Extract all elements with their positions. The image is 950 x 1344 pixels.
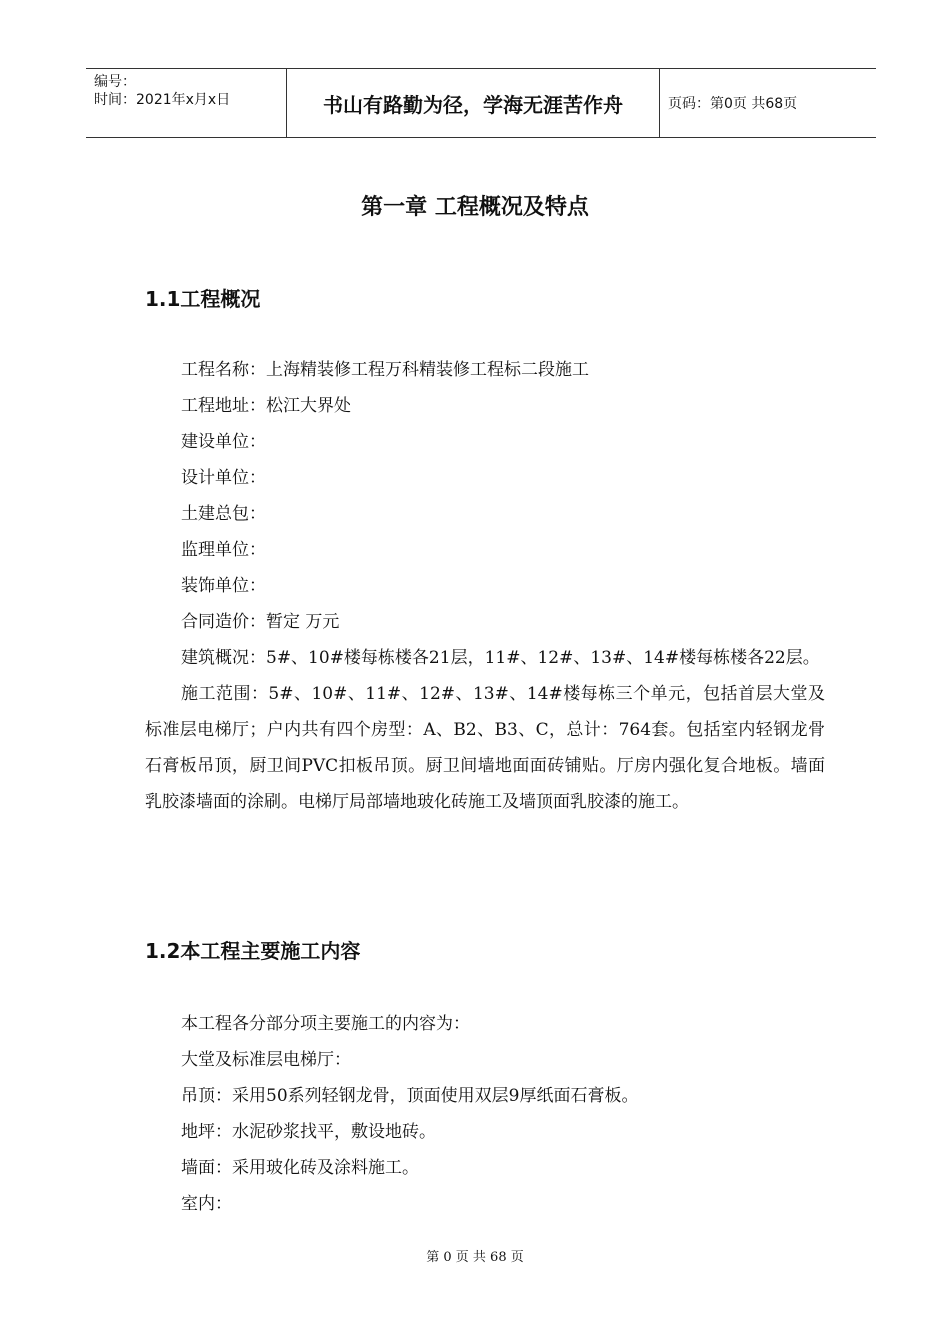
design-unit: 设计单位： xyxy=(181,468,266,488)
page-header xyxy=(86,68,876,138)
header-meta xyxy=(86,69,287,137)
building-overview: 建筑概况：5#、10#楼每栋楼各21层，11#、12#、13#、14#楼每栋楼各22层。 xyxy=(181,648,820,668)
floor-item: 地坪：水泥砂浆找平，敷设地砖。 xyxy=(181,1122,436,1142)
section-title-1-2: 1.2本工程主要施工内容 xyxy=(145,939,361,963)
header-motto: 书山有路勤为径，学海无涯苦作舟 xyxy=(287,69,660,137)
header-page-info: 页码：第0页 共68页 xyxy=(668,96,798,112)
header-number-label: 编号： xyxy=(94,74,136,90)
project-name: 工程名称：上海精装修工程万科精装修工程标二段施工 xyxy=(181,360,589,380)
client-unit: 建设单位： xyxy=(181,432,266,452)
construction-scope: 施工范围：5#、10#、11#、12#、13#、14#楼每栋三个单元，包括首层大堂及标准层电梯厅；户内共有四个房型：A、B2、B3、C，总计：764套。包括室内轻钢龙骨石膏板吊顶，厨卫间PVC扣板吊顶。厨卫间墙地面面砖铺贴。厅房内强化复合地板。墙面乳胶漆墙面的涂刷。电梯厅局部墙地玻化砖施工及墙顶面乳胶漆的施工。 xyxy=(145,684,825,812)
chapter-title: 第一章 工程概况及特点 xyxy=(361,195,589,220)
ceiling-item: 吊顶：采用50系列轻钢龙骨，顶面使用双层9厚纸面石膏板。 xyxy=(181,1086,639,1106)
wall-item: 墙面：采用玻化砖及涂料施工。 xyxy=(181,1158,419,1178)
decoration-unit: 装饰单位： xyxy=(181,576,266,596)
project-address: 工程地址：松江大界处 xyxy=(181,396,351,416)
contract-price: 合同造价：暂定 万元 xyxy=(181,612,340,632)
lobby-heading: 大堂及标准层电梯厅： xyxy=(181,1050,351,1070)
section-1-1-body xyxy=(145,352,825,820)
supervision-unit: 监理单位： xyxy=(181,540,266,560)
section-title-1-1: 1.1工程概况 xyxy=(145,287,261,311)
page-footer: 第 0 页 共 68 页 xyxy=(426,1250,524,1265)
header-date: 时间：2021年x月x日 xyxy=(94,92,231,108)
interior-heading: 室内： xyxy=(181,1194,232,1214)
section-1-2-body xyxy=(145,1006,825,1222)
general-contractor: 土建总包： xyxy=(181,504,266,524)
content-intro: 本工程各分部分项主要施工的内容为： xyxy=(181,1014,470,1034)
